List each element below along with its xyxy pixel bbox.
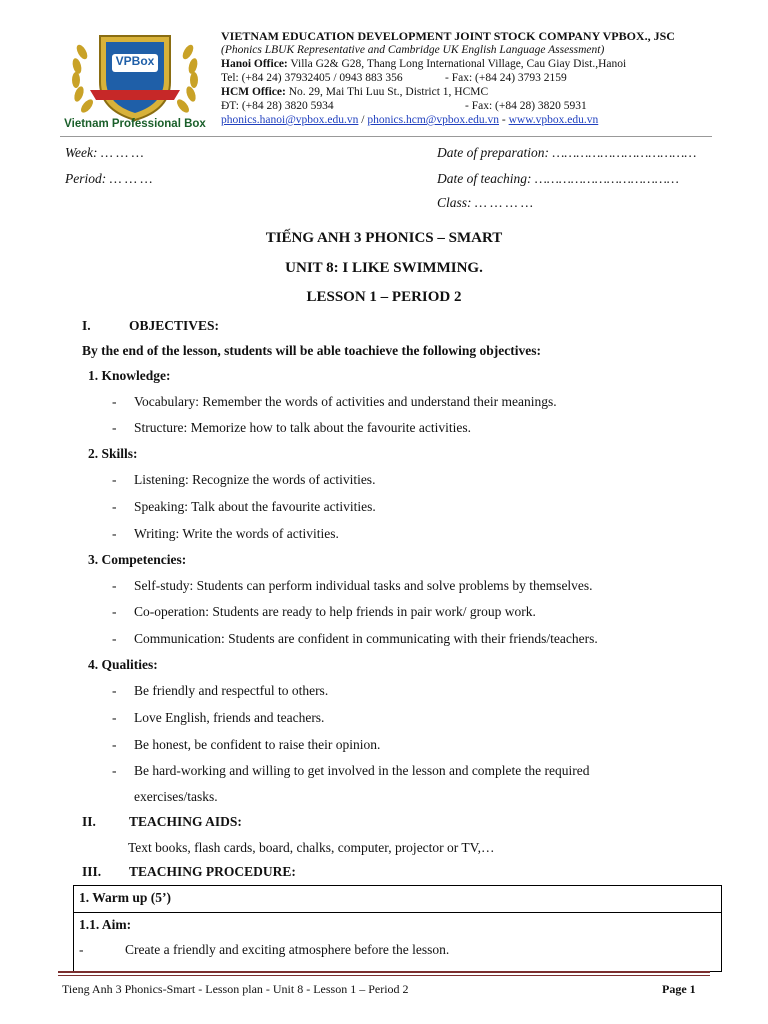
company-name: VIETNAM EDUCATION DEVELOPMENT JOINT STOCK COMPANY VPBOX., JSC [221,29,675,43]
hcm-office [221,86,488,99]
bullet-dash: - [112,499,117,514]
aids-text: Text books, flash cards, board, chalks, computer, projector or TV,… [128,840,495,855]
lesson-title: LESSON 1 – PERIOD 2 [306,289,462,305]
qualities-item: Be friendly and respectful to others. [134,683,329,698]
objectives-number: I. [82,318,91,333]
hcm-office-label: HCM Office: [221,86,286,98]
qualities-heading: 4. Qualities: [88,657,158,672]
bullet-dash: - [112,683,117,698]
bullet-dash: - [112,394,117,409]
footer-text: Tieng Anh 3 Phonics-Smart - Lesson plan - Unit 8 - Lesson 1 – Period 2 [62,982,409,996]
qualities-item-continuation: exercises/tasks. [134,789,218,804]
procedure-table [73,885,722,972]
aim-label: 1.1. Aim: [79,917,132,932]
logo-brand: VPBox [115,54,155,68]
bullet-dash: - [112,631,117,646]
hcm-office-address: No. 29, Mai Thi Luu St., District 1, HCMC [285,86,489,98]
class-field: Class: … … … … [437,195,534,210]
hanoi-office [221,58,626,71]
bullet-dash: - [112,763,117,778]
qualities-item: Be honest, be confident to raise their opinion. [134,737,381,752]
bullet-dash: - [112,604,117,619]
bullet-dash: - [112,710,117,725]
skills-item: Listening: Recognize the words of activities. [134,472,376,487]
skills-item: Writing: Write the words of activities. [134,526,339,541]
warm-up-label: 1. Warm up (5’) [79,890,172,905]
competencies-heading: 3. Competencies: [88,552,187,567]
knowledge-item: Structure: Memorize how to talk about the favourite activities. [134,420,472,435]
bullet-dash: - [112,420,117,435]
footer-divider [58,975,710,976]
hanoi-office-label: Hanoi Office: [221,58,288,70]
header-divider [60,136,712,137]
competencies-item: Communication: Students are confident in communicating with their friends/teachers. [134,631,598,646]
bullet-dash: - [112,472,117,487]
hcm-fax: - Fax: (+84 28) 3820 5931 [465,100,587,112]
website-link[interactable]: www.vpbox.edu.vn [508,114,599,126]
period-field: Period: … … … [65,171,153,186]
aids-heading: TEACHING AIDS: [129,814,242,829]
knowledge-item: Vocabulary: Remember the words of activities and understand their meanings. [134,394,557,409]
aids-number: II. [82,814,96,829]
email-hanoi-link[interactable]: phonics.hanoi@vpbox.edu.vn [221,114,359,126]
competencies-item: Self-study: Students can perform individual tasks and solve problems by themselves. [134,578,593,593]
table-cell [74,886,722,913]
date-of-preparation-field: Date of preparation: ……………………………… [437,145,697,160]
contact-links [221,114,598,127]
skills-item: Speaking: Talk about the favourite activities. [134,499,376,514]
qualities-item: Love English, friends and teachers. [134,710,325,725]
bullet-dash: - [112,578,117,593]
procedure-number: III. [82,864,102,879]
bullet-dash: - [112,737,117,752]
objectives-heading: OBJECTIVES: [129,318,220,333]
objectives-intro: By the end of the lesson, students will be able toachieve the following objectives: [82,343,541,358]
aim-item-text: Create a friendly and exciting atmosphere before the lesson. [125,942,450,957]
procedure-heading: TEACHING PROCEDURE: [129,864,296,879]
week-field: Week: … … … [65,145,144,160]
bullet-dash: - [112,526,117,541]
table-row [74,913,722,972]
page-number: Page 1 [662,982,696,996]
competencies-item: Co-operation: Students are ready to help friends in pair work/ group work. [134,604,536,619]
hcm-tel: ĐT: (+84 28) 3820 5934 [221,100,334,112]
course-title: TIẾNG ANH 3 PHONICS – SMART [265,230,503,246]
skills-heading: 2. Skills: [88,446,138,461]
table-cell [74,913,722,972]
email-hcm-link[interactable]: phonics.hcm@vpbox.edu.vn [367,114,500,126]
logo-caption: Vietnam Professional Box [64,118,206,130]
unit-title: UNIT 8: I LIKE SWIMMING. [285,260,483,276]
hanoi-fax: - Fax: (+84 24) 3793 2159 [445,72,567,84]
footer-divider [58,971,710,973]
company-subtitle: (Phonics LBUK Representative and Cambridge UK English Language Assessment) [221,44,605,56]
hanoi-tel: Tel: (+84 24) 37932405 / 0943 883 356 [221,72,403,84]
bullet-dash: - [79,942,84,957]
date-of-teaching-field: Date of teaching: ……………………………… [437,171,679,186]
aim-item [79,942,716,958]
hanoi-office-address: Villa G2& G28, Thang Long International Village, Cau Giay Dist.,Hanoi [287,58,627,70]
knowledge-heading: 1. Knowledge: [88,368,171,383]
link-separator: / [358,114,368,126]
link-separator: - [499,114,509,126]
table-row [74,886,722,913]
qualities-item: Be hard-working and willing to get involved in the lesson and complete the required [134,763,590,778]
